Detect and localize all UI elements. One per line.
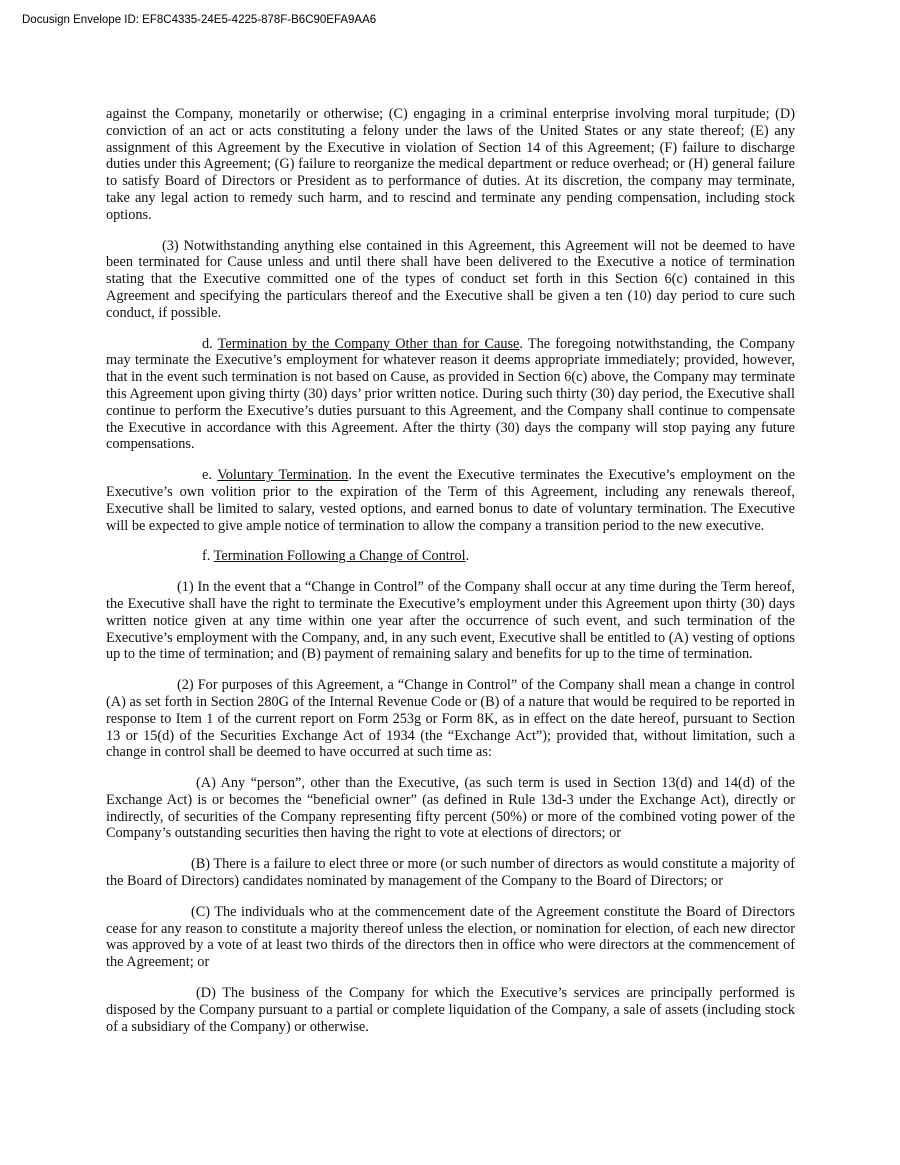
section-body: . The foregoing notwithstanding, the Company may terminate the Executive’s employment for whatever reason it deems appropriate immediately; provided, however, that in the event such termination is not based on Cause, as provided in Section 6(c) above, the Company may terminate this Agreement upon giving thirty (30) days’ prior written notice. During such thirty (30) day period, the Executive shall continue to perform the Executive’s duties pursuant to this Agreement, and the Company shall continue to compensate the Executive in accordance with this Agreement. After the thirty (30) days the company will stop paying any future compensations. xyxy=(106,335,795,453)
section-label: d. xyxy=(202,335,213,352)
section-body: . xyxy=(465,548,470,565)
paragraph-change-of-control-right: (1) In the event that a “Change in Control” of the Company shall occur at any time during the Term hereof, the Executive shall have the right to terminate the Executive’s employment under this Agreement upon thirty (30) days written notice given at any time within one year after the occurrence of such event, and such termination of the Executive’s employment with the Company, and, in any such event, Executive shall be entitled to (A) vesting of options up to the time of termination; and (B) payment of remaining salary and benefits for up to the time of termination. xyxy=(106,579,795,663)
document-body xyxy=(106,106,795,1049)
envelope-id: Docusign Envelope ID: EF8C4335-24E5-4225-878F-B6C90EFA9AA6 xyxy=(22,14,377,26)
paragraph-cause-notice: (3) Notwithstanding anything else contained in this Agreement, this Agreement will not be deemed to have been terminated for Cause unless and until there shall have been delivered to the Executive a notice of termination stating that the Executive committed one of the types of conduct set forth in this Section 6(c) contained in this Agreement and specifying the particulars thereof and the Executive shall be given a ten (10) day period to cure such conduct, if possible. xyxy=(106,237,795,321)
paragraph-clause-c: (C) The individuals who at the commencement date of the Agreement constitute the Board of Directors cease for any reason to constitute a majority thereof unless the election, or nomination for election, of each new director was approved by a vote of at least two thirds of the directors then in office who were directors at the commencement of the Agreement; or xyxy=(106,903,795,971)
paragraph-clause-d: (D) The business of the Company for which the Executive’s services are principally performed is disposed by the Company pursuant to a partial or complete liquidation of the Company, a sale of assets (including stock of a subsidiary of the Company) or otherwise. xyxy=(106,985,795,1035)
paragraph-voluntary-termination xyxy=(106,467,795,534)
paragraph-change-of-control-definition: (2) For purposes of this Agreement, a “Change in Control” of the Company shall mean a change in control (A) as set forth in Section 280G of the Internal Revenue Code or (B) of a nature that would be required to be reported in response to Item 1 of the current report on Form 253g or Form 8K, as in effect on the date hereof, pursuant to Section 13 or 15(d) of the Securities Exchange Act of 1934 (the “Exchange Act”); provided that, without limitation, such a change in control shall be deemed to have occurred at such time as: xyxy=(106,677,795,761)
section-body: . In the event the Executive terminates the Executive’s employment on the Executive’s own volition prior to the expiration of the Term of this Agreement, including any renewals thereof, Executive shall be limited to salary, vested options, and earned bonus to date of voluntary termination. The Executive will be expected to give ample notice of termination to allow the company a transition period to the new executive. xyxy=(106,467,795,534)
paragraph-change-of-control-heading xyxy=(106,548,795,565)
paragraph-clause-b: (B) There is a failure to elect three or more (or such number of directors as would constitute a majority of the Board of Directors) candidates nominated by management of the Company to the Board of Directors; or xyxy=(106,856,795,890)
paragraph-termination-without-cause xyxy=(106,336,795,454)
paragraph-cause-conduct: against the Company, monetarily or otherwise; (C) engaging in a criminal enterprise involving moral turpitude; (D) conviction of an act or acts constituting a felony under the laws of the United States or any state thereof; (E) any assignment of this Agreement by the Executive in violation of Section 14 of this Agreement; (F) failure to discharge duties under this Agreement; (G) failure to reorganize the medical department or reduce overhead; or (H) general failure to satisfy Board of Directors or President as to performance of duties. At its discretion, the company may terminate, take any legal action to remedy such harm, and to rescind and terminate any pending compensation, including stock options. xyxy=(106,106,795,223)
section-heading: Termination Following a Change of Control xyxy=(213,548,466,565)
section-heading: Voluntary Termination xyxy=(217,467,349,484)
paragraph-clause-a: (A) Any “person”, other than the Executive, (as such term is used in Section 13(d) and 14(d) of the Exchange Act) is or becomes the “beneficial owner” (as defined in Rule 13d-3 under the Exchange Act), directly or indirectly, of securities of the Company representing fifty percent (50%) or more of the combined voting power of the Company’s outstanding securities then having the right to vote at elections of directors; or xyxy=(106,775,795,842)
section-label: f. xyxy=(202,548,211,565)
section-label: e. xyxy=(202,467,212,484)
section-heading: Termination by the Company Other than for Cause xyxy=(217,335,520,352)
